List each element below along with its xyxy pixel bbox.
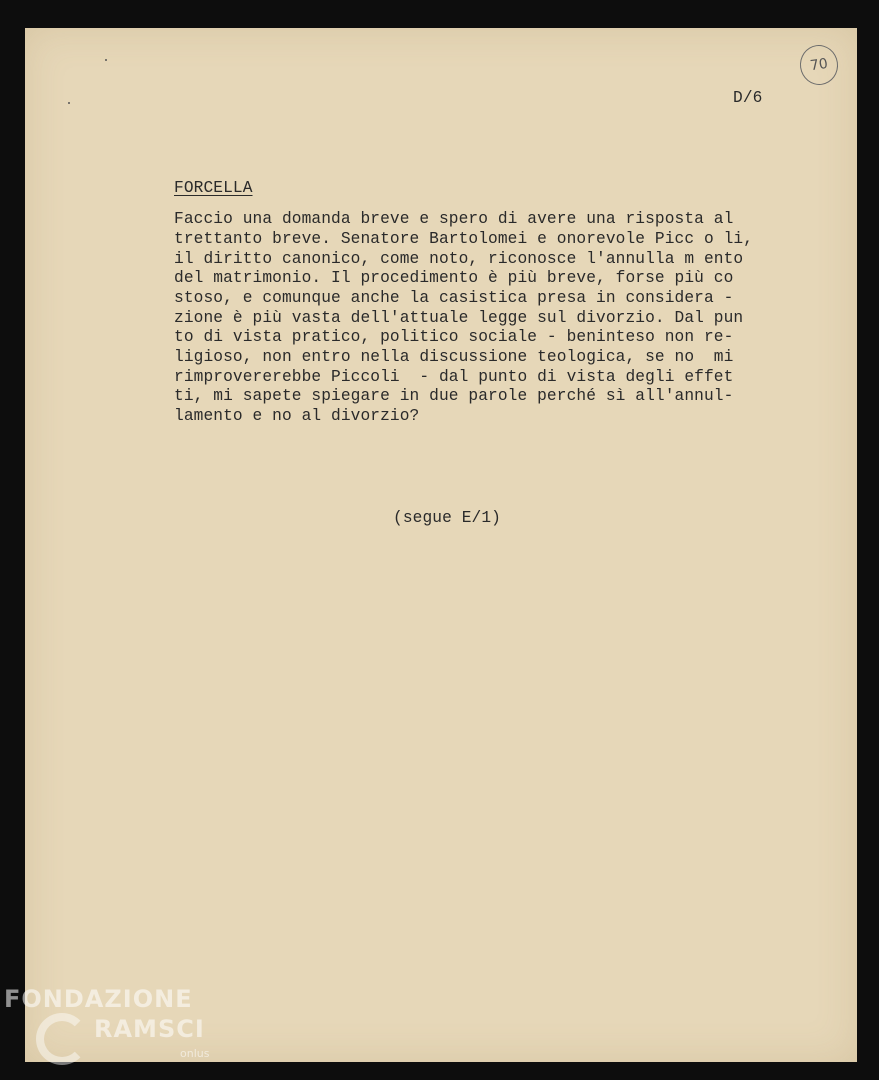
watermark-line2: RAMSCI <box>94 1015 205 1043</box>
document-page <box>25 28 857 1062</box>
body-line: zione è più vasta dell'attuale legge sul divorzio. Dal pun <box>174 309 744 327</box>
watermark-line3: onlus <box>180 1047 210 1060</box>
body-line: il diritto canonico, come noto, riconosce l'annulla m ento <box>174 250 744 268</box>
body-line: lamento e no al divorzio? <box>174 407 420 425</box>
watermark-line1: FONDAZIONE <box>4 985 193 1013</box>
body-line: Faccio una domanda breve e spero di avere una risposta al <box>174 210 734 228</box>
continuation-note: (segue E/1) <box>393 509 501 527</box>
body-line: ligioso, non entro nella discussione teologica, se no mi <box>174 348 734 366</box>
body-line: trettanto breve. Senatore Bartolomei e onorevole Picc o li, <box>174 230 754 248</box>
body-line: rimprovererebbe Piccoli - dal punto di vista degli effet <box>174 368 734 386</box>
page-code: D/6 <box>733 89 763 107</box>
speaker-name: FORCELLA <box>174 179 253 197</box>
body-line: ti, mi sapete spiegare in due parole perché sì all'annul- <box>174 387 734 405</box>
paper-speck <box>105 59 107 61</box>
paper-speck <box>68 102 70 104</box>
folio-number-stamp: 70 <box>797 43 840 88</box>
body-line: del matrimonio. Il procedimento è più breve, forse più co <box>174 269 734 287</box>
g-logo-icon <box>36 1013 88 1065</box>
body-line: to di vista pratico, politico sociale - beninteso non re- <box>174 328 734 346</box>
body-line: stoso, e comunque anche la casistica presa in considera - <box>174 289 734 307</box>
watermark-logo <box>4 985 224 1080</box>
